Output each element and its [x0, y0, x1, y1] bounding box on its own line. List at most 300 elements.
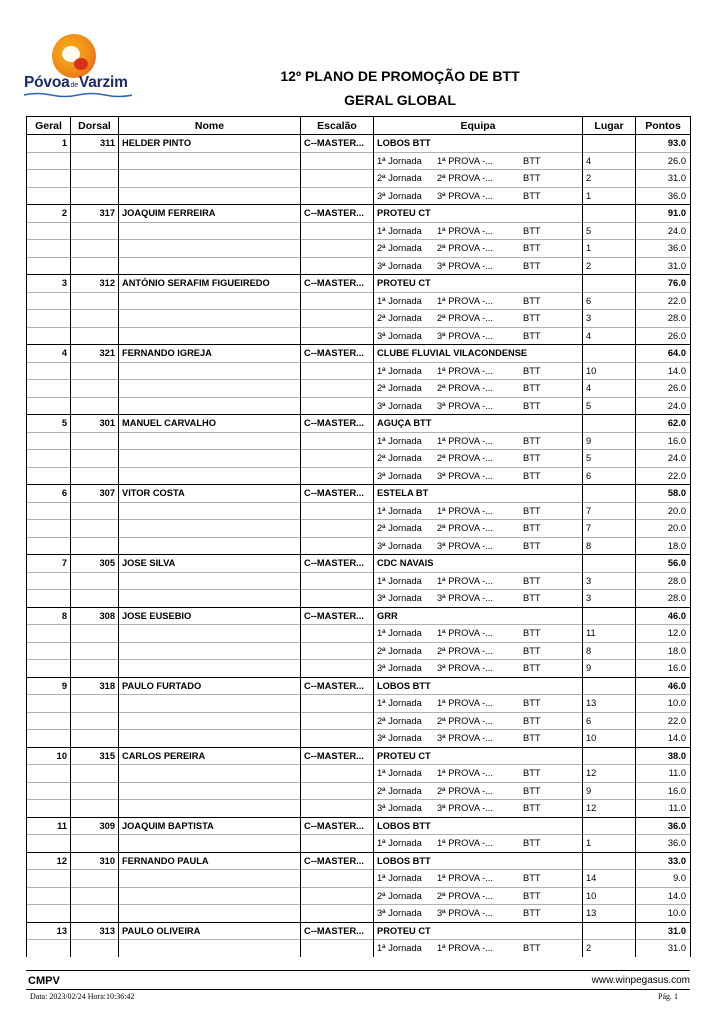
jornada-pontos: 28.0 [636, 572, 691, 590]
jornada-pontos: 16.0 [636, 782, 691, 800]
prova-tipo: BTT [523, 173, 541, 184]
prova-tipo: BTT [523, 785, 541, 796]
jornada-lugar: 12 [583, 765, 636, 783]
jornada-empty-geral [27, 940, 71, 957]
jornada-empty-nome [119, 432, 301, 450]
jornada-row [27, 257, 691, 275]
jornada-row [27, 187, 691, 205]
prova-label: 3ª PROVA -... [437, 260, 493, 271]
jornada-empty-escalao [301, 695, 374, 713]
rider-row[interactable] [27, 747, 691, 765]
jornada-detail [374, 712, 583, 730]
jornada-row [27, 380, 691, 398]
rider-row[interactable] [27, 135, 691, 153]
header-dorsal[interactable]: Dorsal [71, 117, 119, 135]
jornada-label: 3ª Jornada [377, 593, 422, 604]
jornada-pontos: 12.0 [636, 625, 691, 643]
jornada-empty-geral [27, 572, 71, 590]
jornada-pontos: 36.0 [636, 187, 691, 205]
rider-lugar [583, 345, 636, 363]
jornada-row [27, 940, 691, 957]
rider-escalao: C--MASTER... [301, 275, 374, 293]
jornada-label: 1ª Jornada [377, 838, 422, 849]
jornada-detail [374, 625, 583, 643]
jornada-label: 3ª Jornada [377, 400, 422, 411]
jornada-empty-escalao [301, 292, 374, 310]
jornada-empty-dorsal [71, 782, 119, 800]
jornada-empty-dorsal [71, 222, 119, 240]
prova-label: 2ª PROVA -... [437, 243, 493, 254]
jornada-detail [374, 590, 583, 608]
rider-escalao: C--MASTER... [301, 852, 374, 870]
prova-label: 2ª PROVA -... [437, 715, 493, 726]
jornada-empty-escalao [301, 152, 374, 170]
jornada-empty-escalao [301, 940, 374, 957]
jornada-detail [374, 572, 583, 590]
jornada-label: 1ª Jornada [377, 225, 422, 236]
jornada-empty-escalao [301, 397, 374, 415]
jornada-empty-nome [119, 870, 301, 888]
rider-nome: CARLOS PEREIRA [119, 747, 301, 765]
jornada-empty-nome [119, 590, 301, 608]
jornada-label: 3ª Jornada [377, 330, 422, 341]
rider-row[interactable] [27, 275, 691, 293]
jornada-detail [374, 765, 583, 783]
jornada-row [27, 765, 691, 783]
footer-date: Data: 2023/02/24 Hora:10:36:42 [30, 992, 135, 1001]
footer-divider-bottom [26, 989, 690, 990]
prova-label: 1ª PROVA -... [437, 768, 493, 779]
prova-tipo: BTT [523, 155, 541, 166]
jornada-empty-escalao [301, 730, 374, 748]
rider-equipa: AGUÇA BTT [374, 415, 583, 433]
jornada-empty-nome [119, 187, 301, 205]
jornada-empty-escalao [301, 467, 374, 485]
jornada-empty-escalao [301, 712, 374, 730]
jornada-empty-escalao [301, 782, 374, 800]
jornada-empty-dorsal [71, 800, 119, 818]
jornada-row [27, 537, 691, 555]
rider-row[interactable] [27, 345, 691, 363]
jornada-row [27, 222, 691, 240]
jornada-detail [374, 782, 583, 800]
jornada-pontos: 14.0 [636, 362, 691, 380]
jornada-empty-dorsal [71, 502, 119, 520]
jornada-lugar: 9 [583, 782, 636, 800]
footer-website-link[interactable]: www.winpegasus.com [591, 975, 690, 986]
jornada-row [27, 467, 691, 485]
jornada-row [27, 362, 691, 380]
jornada-row [27, 642, 691, 660]
rider-row[interactable] [27, 677, 691, 695]
jornada-empty-nome [119, 520, 301, 538]
rider-nome: ANTÓNIO SERAFIM FIGUEIREDO [119, 275, 301, 293]
jornada-lugar: 3 [583, 590, 636, 608]
prova-tipo: BTT [523, 698, 541, 709]
jornada-detail [374, 170, 583, 188]
jornada-row [27, 870, 691, 888]
prova-tipo: BTT [523, 313, 541, 324]
jornada-empty-nome [119, 572, 301, 590]
prova-tipo: BTT [523, 873, 541, 884]
jornada-pontos: 28.0 [636, 310, 691, 328]
rider-escalao: C--MASTER... [301, 135, 374, 153]
prova-tipo: BTT [523, 663, 541, 674]
jornada-label: 1ª Jornada [377, 943, 422, 954]
jornada-pontos: 14.0 [636, 730, 691, 748]
jornada-label: 3ª Jornada [377, 803, 422, 814]
prova-label: 1ª PROVA -... [437, 295, 493, 306]
jornada-detail [374, 695, 583, 713]
jornada-empty-geral [27, 835, 71, 853]
rider-nome: FERNANDO IGREJA [119, 345, 301, 363]
rider-equipa: PROTEU CT [374, 275, 583, 293]
prova-tipo: BTT [523, 838, 541, 849]
jornada-empty-nome [119, 642, 301, 660]
jornada-row [27, 712, 691, 730]
jornada-empty-nome [119, 327, 301, 345]
rider-pontos: 38.0 [636, 747, 691, 765]
rider-nome: JOSE EUSEBIO [119, 607, 301, 625]
jornada-row [27, 660, 691, 678]
jornada-empty-geral [27, 590, 71, 608]
jornada-lugar: 4 [583, 152, 636, 170]
jornada-empty-dorsal [71, 450, 119, 468]
jornada-empty-geral [27, 362, 71, 380]
rider-escalao: C--MASTER... [301, 747, 374, 765]
jornada-empty-dorsal [71, 625, 119, 643]
jornada-row [27, 310, 691, 328]
rider-escalao: C--MASTER... [301, 555, 374, 573]
prova-tipo: BTT [523, 400, 541, 411]
rider-nome: MANUEL CARVALHO [119, 415, 301, 433]
rider-dorsal: 305 [71, 555, 119, 573]
jornada-empty-escalao [301, 520, 374, 538]
jornada-empty-dorsal [71, 520, 119, 538]
jornada-label: 3ª Jornada [377, 190, 422, 201]
prova-tipo: BTT [523, 733, 541, 744]
jornada-pontos: 24.0 [636, 450, 691, 468]
rider-dorsal: 317 [71, 205, 119, 223]
jornada-lugar: 6 [583, 292, 636, 310]
jornada-lugar: 7 [583, 520, 636, 538]
jornada-empty-dorsal [71, 380, 119, 398]
jornada-empty-escalao [301, 887, 374, 905]
jornada-pontos: 26.0 [636, 327, 691, 345]
jornada-row [27, 327, 691, 345]
jornada-label: 1ª Jornada [377, 505, 422, 516]
rider-lugar [583, 852, 636, 870]
jornada-empty-dorsal [71, 310, 119, 328]
prova-tipo: BTT [523, 803, 541, 814]
prova-label: 3ª PROVA -... [437, 663, 493, 674]
jornada-detail [374, 660, 583, 678]
jornada-row [27, 590, 691, 608]
jornada-empty-nome [119, 222, 301, 240]
header-nome[interactable]: Nome [119, 117, 301, 135]
jornada-pontos: 20.0 [636, 520, 691, 538]
jornada-empty-nome [119, 625, 301, 643]
jornada-empty-geral [27, 625, 71, 643]
jornada-detail [374, 327, 583, 345]
prova-label: 2ª PROVA -... [437, 645, 493, 656]
jornada-empty-nome [119, 782, 301, 800]
rider-equipa: CLUBE FLUVIAL VILACONDENSE [374, 345, 583, 363]
prova-tipo: BTT [523, 768, 541, 779]
jornada-label: 3ª Jornada [377, 260, 422, 271]
jornada-empty-dorsal [71, 327, 119, 345]
jornada-label: 2ª Jornada [377, 173, 422, 184]
rider-pontos: 64.0 [636, 345, 691, 363]
jornada-empty-dorsal [71, 292, 119, 310]
rider-dorsal: 321 [71, 345, 119, 363]
rider-equipa: LOBOS BTT [374, 817, 583, 835]
header-pontos[interactable]: Pontos [636, 117, 691, 135]
jornada-empty-nome [119, 292, 301, 310]
jornada-empty-geral [27, 310, 71, 328]
jornada-lugar: 1 [583, 187, 636, 205]
jornada-empty-dorsal [71, 835, 119, 853]
jornada-lugar: 9 [583, 432, 636, 450]
jornada-label: 1ª Jornada [377, 365, 422, 376]
page-subtitle: GERAL GLOBAL [344, 92, 456, 108]
jornada-pontos: 26.0 [636, 380, 691, 398]
jornada-lugar: 1 [583, 240, 636, 258]
rider-pontos: 62.0 [636, 415, 691, 433]
prova-tipo: BTT [523, 365, 541, 376]
jornada-empty-nome [119, 905, 301, 923]
prova-tipo: BTT [523, 628, 541, 639]
jornada-label: 3ª Jornada [377, 733, 422, 744]
prova-label: 3ª PROVA -... [437, 540, 493, 551]
jornada-label: 1ª Jornada [377, 575, 422, 586]
jornada-row [27, 292, 691, 310]
jornada-lugar: 13 [583, 695, 636, 713]
rider-dorsal: 301 [71, 415, 119, 433]
jornada-empty-escalao [301, 380, 374, 398]
jornada-lugar: 9 [583, 660, 636, 678]
rider-dorsal: 318 [71, 677, 119, 695]
rider-geral: 13 [27, 922, 71, 940]
jornada-empty-escalao [301, 905, 374, 923]
jornada-lugar: 2 [583, 257, 636, 275]
jornada-detail [374, 870, 583, 888]
prova-tipo: BTT [523, 383, 541, 394]
jornada-empty-dorsal [71, 870, 119, 888]
jornada-pontos: 18.0 [636, 642, 691, 660]
rider-pontos: 31.0 [636, 922, 691, 940]
jornada-empty-dorsal [71, 467, 119, 485]
jornada-detail [374, 432, 583, 450]
jornada-detail [374, 502, 583, 520]
jornada-label: 2ª Jornada [377, 715, 422, 726]
rider-dorsal: 313 [71, 922, 119, 940]
jornada-row [27, 572, 691, 590]
rider-lugar [583, 747, 636, 765]
jornada-empty-nome [119, 712, 301, 730]
jornada-empty-nome [119, 887, 301, 905]
rider-row[interactable] [27, 205, 691, 223]
jornada-row [27, 240, 691, 258]
rider-geral: 7 [27, 555, 71, 573]
rider-row[interactable] [27, 817, 691, 835]
jornada-empty-geral [27, 730, 71, 748]
footer-divider [26, 970, 690, 971]
rider-nome: JOAQUIM FERREIRA [119, 205, 301, 223]
jornada-pontos: 24.0 [636, 222, 691, 240]
jornada-row [27, 730, 691, 748]
jornada-empty-dorsal [71, 887, 119, 905]
header-geral[interactable]: Geral [27, 117, 71, 135]
jornada-detail [374, 467, 583, 485]
rider-lugar [583, 135, 636, 153]
jornada-pontos: 18.0 [636, 537, 691, 555]
jornada-empty-geral [27, 870, 71, 888]
jornada-empty-geral [27, 240, 71, 258]
jornada-pontos: 28.0 [636, 590, 691, 608]
prova-tipo: BTT [523, 890, 541, 901]
prova-label: 2ª PROVA -... [437, 453, 493, 464]
jornada-detail [374, 362, 583, 380]
jornada-detail [374, 537, 583, 555]
prova-tipo: BTT [523, 190, 541, 201]
jornada-empty-nome [119, 450, 301, 468]
rider-row[interactable] [27, 555, 691, 573]
rider-geral: 3 [27, 275, 71, 293]
jornada-empty-dorsal [71, 765, 119, 783]
jornada-empty-escalao [301, 625, 374, 643]
jornada-empty-nome [119, 765, 301, 783]
rider-row[interactable] [27, 415, 691, 433]
jornada-row [27, 905, 691, 923]
rider-dorsal: 312 [71, 275, 119, 293]
jornada-label: 2ª Jornada [377, 890, 422, 901]
jornada-label: 2ª Jornada [377, 243, 422, 254]
jornada-empty-nome [119, 502, 301, 520]
jornada-empty-geral [27, 782, 71, 800]
jornada-empty-geral [27, 327, 71, 345]
jornada-empty-escalao [301, 835, 374, 853]
jornada-row [27, 782, 691, 800]
prova-label: 2ª PROVA -... [437, 785, 493, 796]
rider-lugar [583, 607, 636, 625]
header-lugar[interactable]: Lugar [583, 117, 636, 135]
rider-equipa: LOBOS BTT [374, 135, 583, 153]
jornada-empty-geral [27, 712, 71, 730]
jornada-empty-geral [27, 905, 71, 923]
prova-label: 1ª PROVA -... [437, 838, 493, 849]
rider-nome: HELDER PINTO [119, 135, 301, 153]
jornada-detail [374, 240, 583, 258]
jornada-empty-dorsal [71, 432, 119, 450]
jornada-lugar: 7 [583, 502, 636, 520]
jornada-empty-dorsal [71, 397, 119, 415]
prova-tipo: BTT [523, 453, 541, 464]
header-equipa[interactable]: Equipa [374, 117, 583, 135]
jornada-empty-dorsal [71, 940, 119, 957]
rider-lugar [583, 922, 636, 940]
rider-pontos: 91.0 [636, 205, 691, 223]
jornada-pontos: 22.0 [636, 467, 691, 485]
jornada-empty-geral [27, 292, 71, 310]
jornada-row [27, 887, 691, 905]
jornada-lugar: 3 [583, 572, 636, 590]
jornada-empty-nome [119, 800, 301, 818]
jornada-pontos: 22.0 [636, 292, 691, 310]
prova-label: 3ª PROVA -... [437, 593, 493, 604]
jornada-label: 2ª Jornada [377, 453, 422, 464]
rider-row[interactable] [27, 607, 691, 625]
jornada-label: 2ª Jornada [377, 523, 422, 534]
jornada-pontos: 10.0 [636, 905, 691, 923]
jornada-pontos: 31.0 [636, 170, 691, 188]
prova-label: 1ª PROVA -... [437, 225, 493, 236]
rider-lugar [583, 205, 636, 223]
jornada-pontos: 36.0 [636, 240, 691, 258]
jornada-pontos: 14.0 [636, 887, 691, 905]
jornada-pontos: 36.0 [636, 835, 691, 853]
rider-equipa: ESTELA BT [374, 485, 583, 503]
results-body [27, 135, 691, 957]
prova-label: 1ª PROVA -... [437, 505, 493, 516]
rider-geral: 11 [27, 817, 71, 835]
jornada-lugar: 2 [583, 940, 636, 957]
jornada-row [27, 432, 691, 450]
jornada-lugar: 4 [583, 327, 636, 345]
rider-equipa: PROTEU CT [374, 922, 583, 940]
rider-row[interactable] [27, 852, 691, 870]
jornada-empty-geral [27, 695, 71, 713]
jornada-pontos: 11.0 [636, 800, 691, 818]
jornada-detail [374, 292, 583, 310]
rider-geral: 12 [27, 852, 71, 870]
jornada-detail [374, 222, 583, 240]
rider-lugar [583, 817, 636, 835]
rider-dorsal: 309 [71, 817, 119, 835]
jornada-pontos: 16.0 [636, 432, 691, 450]
jornada-empty-geral [27, 432, 71, 450]
jornada-lugar: 6 [583, 712, 636, 730]
jornada-empty-dorsal [71, 572, 119, 590]
prova-label: 2ª PROVA -... [437, 173, 493, 184]
jornada-empty-dorsal [71, 730, 119, 748]
logo-text: PóvoadeVarzim [24, 74, 128, 91]
jornada-empty-dorsal [71, 170, 119, 188]
jornada-row [27, 695, 691, 713]
jornada-label: 3ª Jornada [377, 663, 422, 674]
prova-label: 1ª PROVA -... [437, 435, 493, 446]
header-escalao[interactable]: Escalão [301, 117, 374, 135]
prova-tipo: BTT [523, 225, 541, 236]
prova-tipo: BTT [523, 540, 541, 551]
jornada-empty-escalao [301, 240, 374, 258]
rider-pontos: 93.0 [636, 135, 691, 153]
footer-page-number: Pág. 1 [658, 992, 678, 1001]
prova-label: 1ª PROVA -... [437, 628, 493, 639]
jornada-label: 3ª Jornada [377, 540, 422, 551]
rider-row[interactable] [27, 922, 691, 940]
jornada-detail [374, 940, 583, 957]
jornada-pontos: 31.0 [636, 940, 691, 957]
jornada-empty-escalao [301, 362, 374, 380]
rider-geral: 8 [27, 607, 71, 625]
rider-pontos: 76.0 [636, 275, 691, 293]
jornada-label: 2ª Jornada [377, 785, 422, 796]
rider-row[interactable] [27, 485, 691, 503]
jornada-row [27, 835, 691, 853]
jornada-label: 1ª Jornada [377, 435, 422, 446]
rider-equipa: PROTEU CT [374, 205, 583, 223]
